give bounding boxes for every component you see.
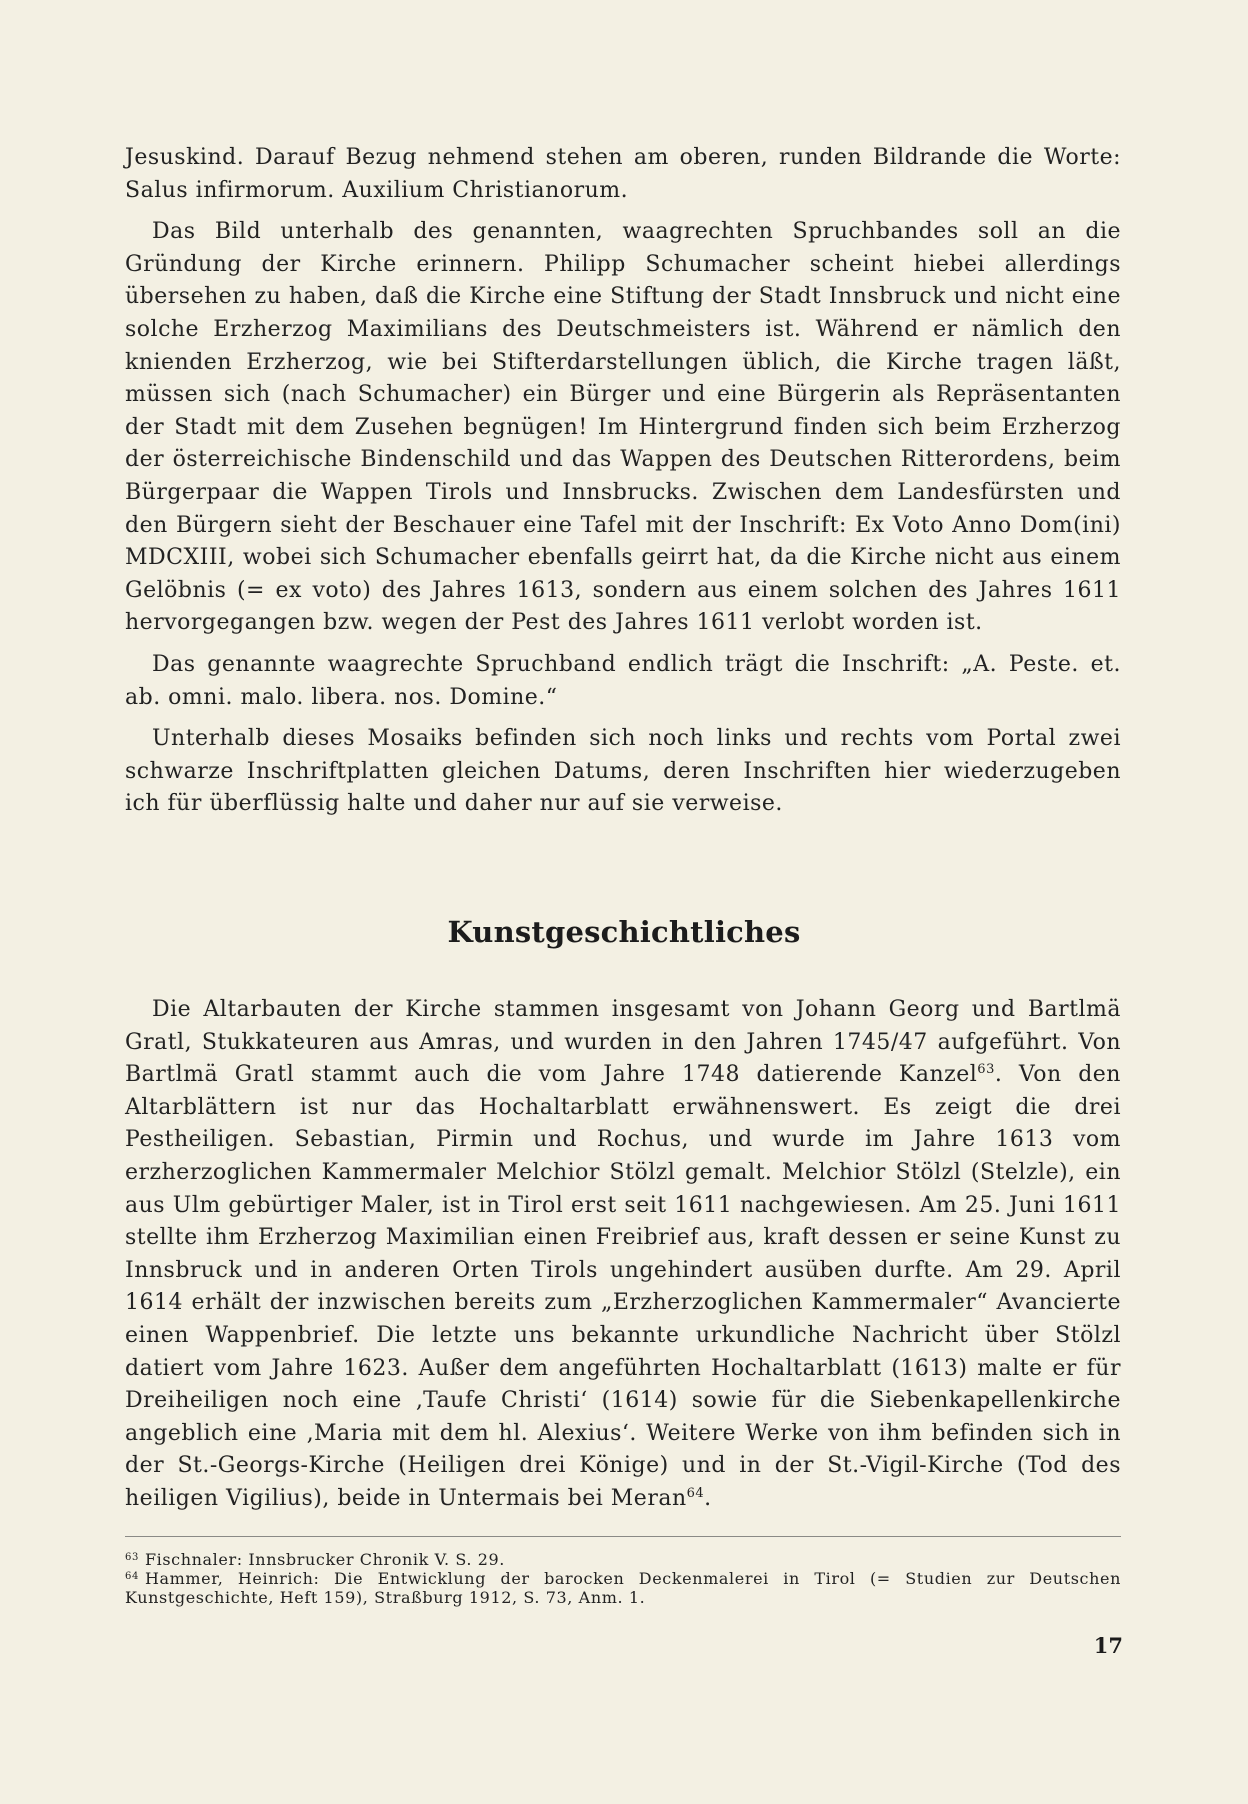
page-number: 17 [1093,1633,1123,1658]
paragraph-part: . Von den Altarblättern ist nur das Hochaltarblatt erwähnenswert. Es zeigt die drei Pestheiligen. Sebastian, Pirmin und Rochus, und wurde im Jahre 1613 vom erzherzoglichen Kammermaler Melchior Stölzl gemalt. Melchior Stölzl (Stelzle), ein aus Ulm gebürtiger Maler, ist in Tirol erst seit 1611 nachgewiesen. Am 25. Juni 1611 stellte ihm Erzherzog Maximilian einen Freibrief aus, kraft dessen er seine Kunst zu Innsbruck und in anderen Orten Tirols ungehindert ausüben durfte. Am 29. April 1614 erhält der inzwischen bereits zum „Erzherzoglichen Kammermaler“ Avancierte einen Wappenbrief. Die letzte uns bekannte urkundliche Nachricht über Stölzl datiert vom Jahre 1623. Außer dem angeführten Hochaltarblatt (1613) malte er für Dreiheiligen noch eine ‚Taufe Christi‘ (1614) sowie für die Siebenkapellenkirche angeblich eine ‚Maria mit dem hl. Alexius‘. Weitere Werke von ihm befinden sich in der St.-Georgs-Kirche (Heiligen drei Könige) und in der St.-Vigil-Kirche (Tod des heiligen Vigilius), beide in Untermais bei Meran [125,1062,1121,1511]
paragraph-continuation: Jesuskind. Darauf Bezug nehmend stehen am oberen, runden Bildrande die Worte: Salus infirmorum. Auxilium Christianorum. [125,145,1121,203]
footnote-text: Fischnaler: Innsbrucker Chronik V. S. 29. [144,1550,505,1569]
footnote-number: 63 [125,1552,139,1563]
footnote-divider [125,1536,1121,1537]
footnote-64 [125,1569,1121,1607]
paragraph-part: Die Altarbauten der Kirche stammen insgesamt von Johann Georg und Bartlmä Gratl, Stukkateuren aus Amras, und wurden in den Jahren 1745/47 aufgeführt. Von Bartlmä Gratl stammt auch die vom Jahre 1748 datierende Kanzel [125,997,1121,1088]
footnote-ref-64: 64 [686,1485,705,1501]
footnote-text: Hammer, Heinrich: Die Entwicklung der barocken Deckenmalerei in Tirol (= Studien zur Deutschen Kunstgeschichte, Heft 159), Straßburg 1912, S. 73, Anm. 1. [125,1569,1121,1607]
footnotes [125,1550,1121,1607]
footnote-63 [125,1550,1121,1569]
body-text-section [125,994,1121,1516]
paragraph-part: . [704,1485,712,1511]
footnote-number: 64 [125,1571,139,1582]
paragraph-art-history [125,994,1121,1516]
body-text-top [125,142,1121,821]
footnote-ref-63: 63 [977,1062,995,1078]
paragraph-founding-image: Das Bild unterhalb des genannten, waagrechten Spruchbandes soll an die Gründung der Kirche erinnern. Philipp Schumacher scheint hiebei allerdings übersehen zu haben, daß die Kirche eine Stiftung der Stadt Innsbruck und nicht eine solche Erzherzog Maximilians des Deutschmeisters ist. Während er nämlich den knienden Erzherzog, wie bei Stifterdarstellungen üblich, die Kirche tragen läßt, müssen sich (nach Schumacher) ein Bürger und eine Bürgerin als Repräsentanten der Stadt mit dem Zusehen begnügen! Im Hintergrund finden sich beim Erzherzog der österreichische Bindenschild und das Wappen des Deutschen Ritterordens, beim Bürgerpaar die Wappen Tirols und Innsbrucks. Zwischen dem Landesfürsten und den Bürgern sieht der Beschauer eine Tafel mit der Inschrift: Ex Voto Anno Dom(ini) MDCXIII, wobei sich Schumacher ebenfalls geirrt hat, da die Kirche nicht aus einem Gelöbnis (= ex voto) des Jahres 1613, sondern aus einem solchen des Jahres 1611 hervorgegangen bzw. wegen der Pest des Jahres 1611 verlobt worden ist. [125,219,1121,636]
paragraph-inscription-plates: Unterhalb dieses Mosaiks befinden sich noch links und rechts vom Portal zwei schwarze Inschriftplatten gleichen Datums, deren Inschriften hier wiederzugeben ich für überflüssig halte und daher nur auf sie verweise. [125,726,1121,817]
paragraph-banner-inscription: Das genannte waagrechte Spruchband endlich trägt die Inschrift: „A. Peste. et. ab. omni. malo. libera. nos. Domine.“ [125,651,1121,710]
section-heading: Kunstgeschichtliches [447,915,801,949]
